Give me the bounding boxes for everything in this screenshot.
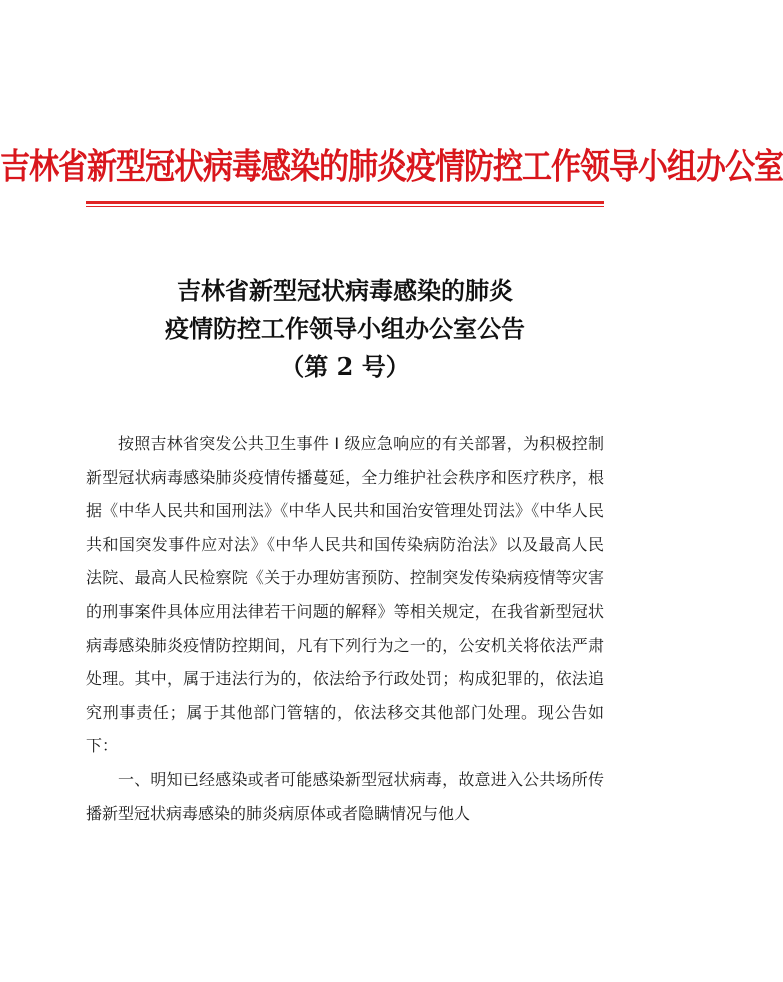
announcement-number: （第 2 号）	[280, 352, 410, 381]
masthead-org-name: 吉林省新型冠状病毒感染的肺炎疫情防控工作领导小组办公室	[0, 146, 783, 189]
body-paragraph-item-1: 一、明知已经感染或者可能感染新型冠状病毒，故意进入公共场所传播新型冠状病毒感染的肺炎病原体或者隐瞒情况与他人	[86, 769, 604, 823]
announcement-title	[0, 272, 690, 386]
title-line-2: 疫情防控工作领导小组办公室公告	[165, 314, 525, 343]
masthead-red-rule-thin	[86, 206, 604, 207]
body-paragraph-preamble: 按照吉林省突发公共卫生事件 I 级应急响应的有关部署，为积极控制新型冠状病毒感染肺炎疫情传播蔓延，全力维护社会秩序和医疗秩序，根据《中华人民共和国刑法》《中华人民共和国治安管理处罚法》《中华人民共和国突发事件应对法》《中华人民共和国传染病防治法》以及最高人民法院、最高人民检察院《关于办理妨害预防、控制突发传染病疫情等灾害的刑事案件具体应用法律若干问题的解释》等相关规定，在我省新型冠状病毒感染肺炎疫情防控期间，凡有下列行为之一的，公安机关将依法严肃处理。其中，属于违法行为的，依法给予行政处罚；构成犯罪的，依法追究刑事责任；属于其他部门管辖的，依法移交其他部门处理。现公告如下：	[86, 434, 604, 756]
masthead-red-rule	[86, 201, 604, 204]
announcement-body	[86, 427, 604, 830]
title-line-1: 吉林省新型冠状病毒感染的肺炎	[177, 276, 513, 305]
